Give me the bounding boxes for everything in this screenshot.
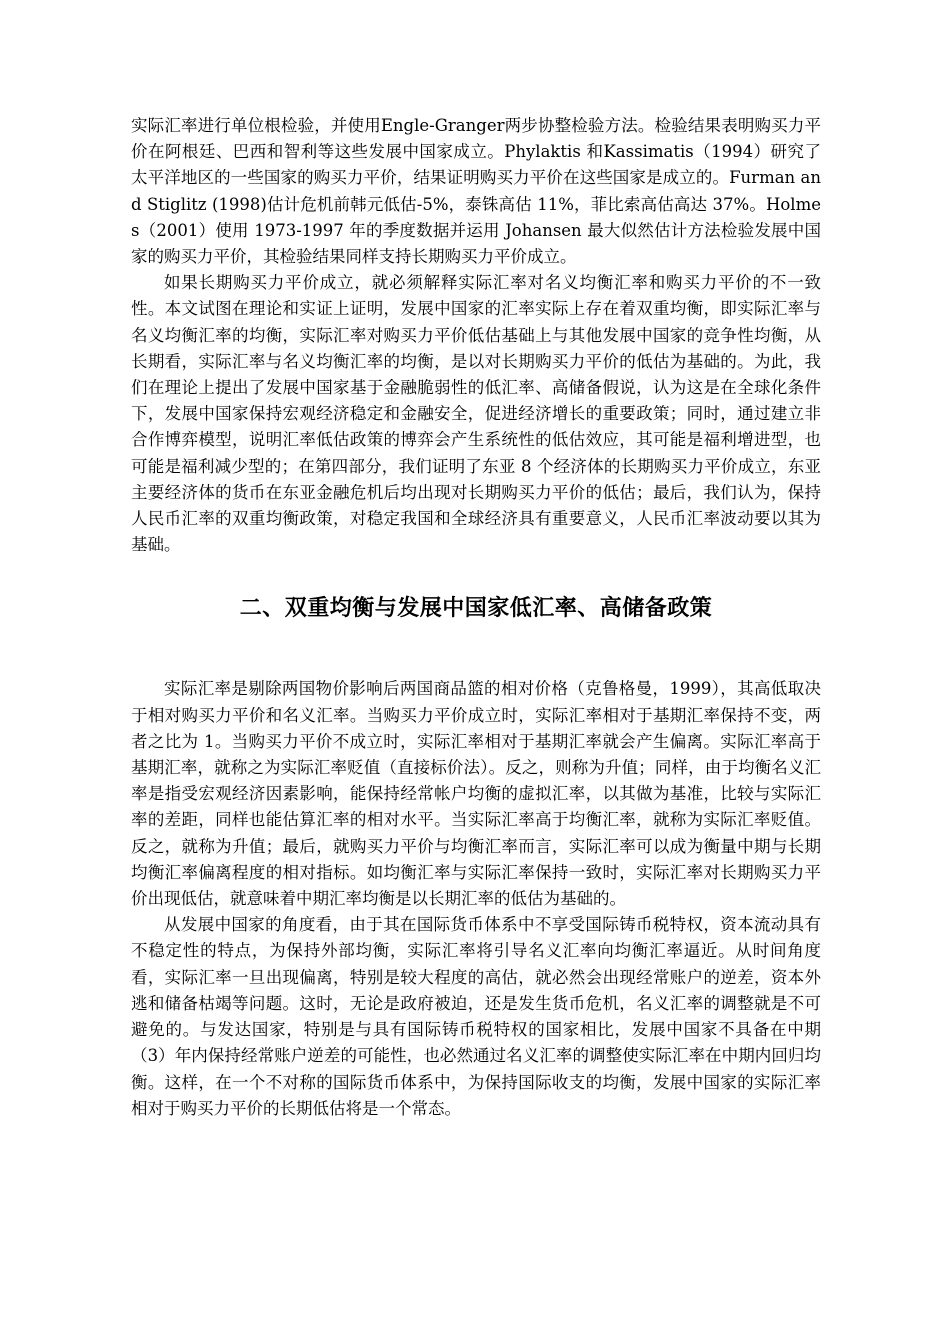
- paragraph-real-exchange-rate: 实际汇率是剔除两国物价影响后两国商品篮的相对价格（克鲁格曼，1999），其高低取决于相对购买力平价和名义汇率。当购买力平价成立时，实际汇率相对于基期汇率保持不变，两者之比为 1。当购买力平价不成立时，实际汇率相对于基期汇率就会产生偏离。实际汇率高于基期汇率，就称之为实际汇率贬值（直接标价法）。反之，则称为升值；同样，由于均衡名义汇率是指受宏观经济因素影响，能保持经常帐户均衡的虚拟汇率，以其做为基准，比较与实际汇率的差距，同样也能估算汇率的相对水平。当实际汇率高于均衡汇率，就称为实际汇率贬值。反之，就称为升值；最后，就购买力平价与均衡汇率而言，实际汇率可以成为衡量中期与长期均衡汇率偏离程度的相对指标。如均衡汇率与实际汇率保持一致时，实际汇率对长期购买力平价出现低估，就意味着中期汇率均衡是以长期汇率的低估为基础的。: [131, 679, 821, 909]
- paragraph-continued: 实际汇率进行单位根检验，并使用Engle-Granger两步协整检验方法。检验结果表明购买力平价在阿根廷、巴西和智利等这些发展中国家成立。Phylaktis 和Kassimatis（1994）研究了太平洋地区的一些国家的购买力平价，结果证明购买力平价在这些国家是成立的。Furman and Stiglitz (1998)估计危机前韩元低估-5%，泰铢高估 11%，菲比索高估高达 37%。Holmes（2001）使用 1973-1997 年的季度数据并运用 Johansen 最大似然估计方法检验发展中国家的购买力平价，其检验结果同样支持长期购买力平价成立。: [131, 116, 821, 267]
- paragraph-ppp-consistency: 如果长期购买力平价成立，就必须解释实际汇率对名义均衡汇率和购买力平价的不一致性。本文试图在理论和实证上证明，发展中国家的汇率实际上存在着双重均衡，即实际汇率与名义均衡汇率的均衡，实际汇率对购买力平价低估基础上与其他发展中国家的竞争性均衡，从长期看，实际汇率与名义均衡汇率的均衡，是以对长期购买力平价的低估为基础的。为此，我们在理论上提出了发展中国家基于金融脆弱性的低汇率、高储备假说，认为这是在全球化条件下，发展中国家保持宏观经济稳定和金融安全，促进经济增长的重要政策；同时，通过建立非合作博弈模型，说明汇率低估政策的博弈会产生系统性的低估效应，其可能是福利增进型，也可能是福利减少型的；在第四部分，我们证明了东亚 8 个经济体的长期购买力平价成立，东亚主要经济体的货币在东亚金融危机后均出现对长期购买力平价的低估；最后，我们认为，保持人民币汇率的双重均衡政策，对稳定我国和全球经济具有重要意义，人民币汇率波动要以其为基础。: [131, 273, 821, 555]
- paragraph-developing-countries: 从发展中国家的角度看，由于其在国际货币体系中不享受国际铸币税特权，资本流动具有不稳定性的特点，为保持外部均衡，实际汇率将引导名义汇率向均衡汇率逼近。从时间角度看，实际汇率一旦出现偏离，特别是较大程度的高估，就必然会出现经常账户的逆差，资本外逃和储备枯竭等问题。这时，无论是政府被迫，还是发生货币危机，名义汇率的调整就是不可避免的。与发达国家，特别是与具有国际铸币税特权的国家相比，发展中国家不具备在中期（3）年内保持经常账户逆差的可能性，也必然通过名义汇率的调整使实际汇率在中期内回归均衡。这样，在一个不对称的国际货币体系中，为保持国际收支的均衡，发展中国家的实际汇率相对于购买力平价的长期低估将是一个常态。: [131, 915, 821, 1118]
- document-page: [131, 113, 821, 1122]
- section-heading: 二、双重均衡与发展中国家低汇率、高储备政策: [239, 596, 713, 622]
